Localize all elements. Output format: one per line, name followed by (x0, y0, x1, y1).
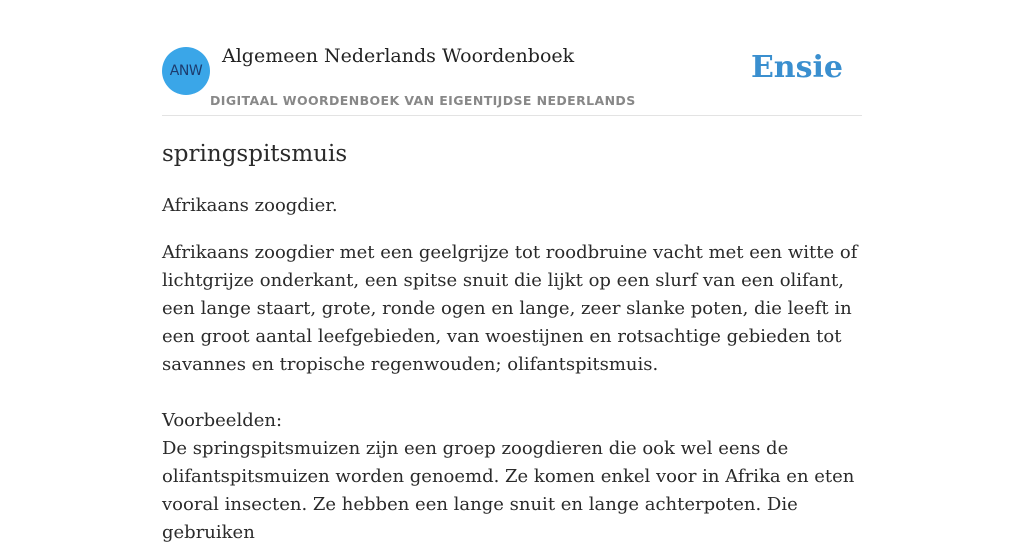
site-header (162, 0, 862, 116)
ensie-brand-logo[interactable]: Ensie (750, 50, 843, 85)
entry-content (162, 138, 862, 547)
example-text: De springspitsmuizen zijn een groep zoogdieren die ook wel eens de olifantspitsmuizen worden genoemd. Ze komen enkel voor in Afrika en eten vooral insecten. Ze hebben een lange snuit en lange achterpoten. Die gebruiken (162, 438, 855, 543)
entry-word: springspitsmuis (162, 141, 348, 167)
examples-heading: Voorbeelden: (162, 410, 283, 431)
site-title[interactable]: Algemeen Nederlands Woordenboek (222, 45, 575, 67)
anw-logo[interactable]: ANW (162, 47, 210, 95)
short-definition: Afrikaans zoogdier. (162, 195, 338, 216)
long-definition: Afrikaans zoogdier met een geelgrijze tot roodbruine vacht met een witte of lichtgrijze onderkant, een spitse snuit die lijkt op een slurf van een olifant, een lange staart, grote, ronde ogen en lange, zeer slanke poten, die leeft in een groot aantal leefgebieden, van woestijnen en rotsachtige gebieden tot savannes en tropische regenwouden; olifantspitsmuis. (162, 242, 858, 375)
site-subtitle: DIGITAAL WOORDENBOEK VAN EIGENTIJDSE NEDERLANDS (210, 93, 636, 108)
